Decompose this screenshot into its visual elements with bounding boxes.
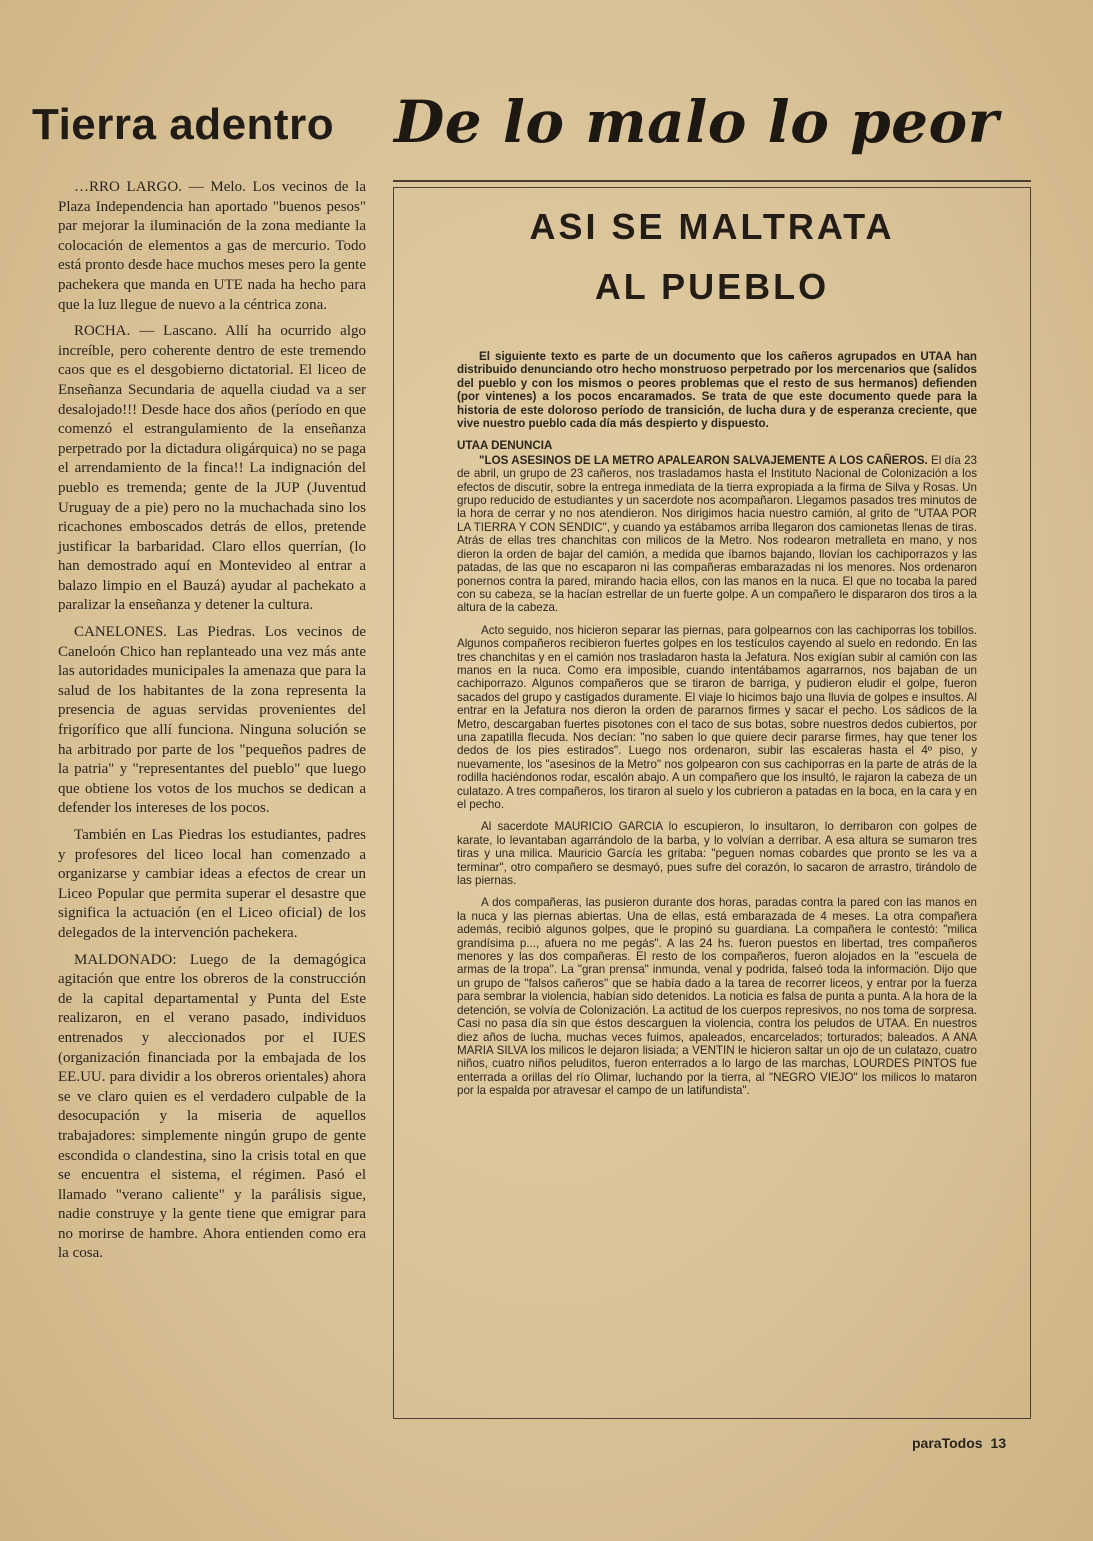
magazine-name: paraTodos — [912, 1435, 983, 1451]
paragraph-las-piedras: También en Las Piedras los estudiantes, padres y profesores del liceo local han comenzado a organizarse y cambiar ideas a efectos de crear un Liceo Popular que permita superar el desastre que significa la actuación (en el Liceo oficial) de los delegados de la intervención pachekera. — [58, 827, 366, 941]
box-top-rule — [393, 180, 1031, 182]
paragraph-maldonado — [58, 951, 366, 1265]
paragraph-rocha — [58, 322, 366, 616]
denuncia-lead: "LOS ASESINOS DE LA METRO APALEARON SALVAJEMENTE A LOS CAÑEROS. — [479, 453, 928, 467]
section-title: Tierra adentro — [32, 100, 335, 149]
box-title-line2: AL PUEBLO — [594, 266, 830, 307]
paragraph-text: El día 23 de abril, un grupo de 23 cañeros, nos trasladamos hasta el Instituto Nacional de Colonización a los efectos de discutir, sobre la entrega inmediata de la tierra expropiada a la firma de Silva y Rosas. Un grupo reducido de estudiantes y un sacerdote nos acompañaron. Llegamos pasados tres minutos de la hora de cerrar y no nos atendieron. Nos dirigimos hacia nuestro camión, al grito de "UTAA POR LA TIERRA Y CON SENDIC", y cuando ya estábamos arriba llegaron dos camionetas llenas de tiras. Atrás de ellas tres chanchitas con milicos de la Metro. Nos rodearon metralleta en mano, y nos dieron la orden de bajar del camión, a medida que íbamos bajando, llovían los cachiporrazos y las patadas, de las que no escaparon ni las compañeras embarazadas ni los menores. Nos ordenaron ponernos contra la pared, mirando hacia ellos, con las manos en la nuca. El que no tocaba la pared con su cabeza, se la hacían estrellar de un fuerte golpe. A un compañero le dispararon dos tiros a la altura de la cabeza. — [457, 453, 977, 615]
box-paragraph-3: Al sacerdote MAURICIO GARCIA lo escupieron, lo insultaron, lo derribaron con golpes de karate, lo levantaban agarrándolo de la barba, y lo volvían a derribar. A esa altura se sumaron tres tiras y una milica. Mauricio García les gritaba: "peguen nomas cobardes que pronto se les va a terminar", otro compañero se desmayó, pues sufre del corazón, lo sacaron de arrastro, tirándolo de las piernas. — [457, 820, 977, 888]
page-footer — [912, 1435, 1006, 1451]
box-intro: El siguiente texto es parte de un documento que los cañeros agrupados en UTAA han distribuido denunciando otro hecho monstruoso perpetrado por los mercenarios que (salidos del pueblo y con los mismos o peores problemas que el resto de sus hermanos) defienden (por vintenes) a los pocos encaramados. Se trata de que este documento quede para la historia de este doloroso período de transición, de lucha dura y de esperanza creciente, que vive nuestro pueblo cada día más despierto y dispuesto. — [457, 350, 977, 431]
paragraph-lead: CANELONES. — [74, 624, 167, 641]
paragraph-canelones — [58, 623, 366, 819]
box-paragraph-2: Acto seguido, nos hicieron separar las piernas, para golpearnos con las cachiporras los tobillos. Algunos compañeros recibieron fuertes golpes en los testículos cayendo al suelo en redondo. En las tres chanchitas y en el camión nos trasladaron hasta la Jefatura. Nos exigían subir al camión con las manos en la nuca. Como era imposible, cuando intentábamos agarrarnos, nos bajaban de un cachiporrazo. Algunos compañeros que se tiraron de barriga, y pudieron eludir el golpe, fueron sacados del grupo y castigados duramente. El viaje lo hicimos bajo una lluvia de golpes e insultos. Al entrar en la Jefatura nos dieron la orden de pararnos firmes y sacar el pecho. Los sádicos de la Metro, descargaban fuertes pisotones con el taco de sus botas, sobre nuestros dedos cubiertos, por una zapatilla flecuda. Nos decían: "no saben lo que quiere decir pararse firmes, hay que tener los dedos de los pies estirados". Luego nos ordenaron, subir las escaleras hasta el 4º piso, y nuevamente, los "asesinos de la Metro" nos golpearon con sus cachiporras en la parte de atrás de la rodilla haciéndonos rodar, escalón abajo. A un compañero que los insultó, le rajaron la cabeza de un culatazo. A tres compañeros, los tiraron al suelo y los cubrieron a patadas en la boca, en la cara y en el pecho. — [457, 623, 977, 811]
paragraph-text: Luego de la demagógica agitación que entre los obreros de la construcción de la capital departamental y Punta del Este realizaron, en el verano pasado, individuos entrenados y aleccionados por el IUES (organización financiada por la embajada de los EE.UU. para dividir a los obreros orientales) ahora se ve claro quien es el verdadero culpable de la desocupación y la miseria de aquellos trabajadores: simplemente ningún grupo de gente escondida o clandestina, sino la crisis total en que se encuentra el sistema, el régimen. Pasó el llamado "verano caliente" y la parálisis sigue, nadie construye y la gente tiene que emigrar para no morirse de hambre. Ahora entienden como era la cosa. — [58, 951, 366, 1262]
box-paragraph-4: A dos compañeras, las pusieron durante dos horas, paradas contra la pared con las manos en la nuca y las piernas abiertas. Una de ellas, está embarazada de 4 meses. La otra compañera además, recibió algunos golpes, que le propinó su guardiana. La compañera le contestó: "milica grandísima p..., afuera no me pegás". A las 24 hs. fueron puestos en libertad, tres compañeros menores y las dos compañeras. El resto de los compañeros, fueron alojados en la "escuela de armas de la tropa". La "gran prensa" inmunda, venal y podrida, falseó toda la información. Dijo que un grupo de "falsos cañeros" que se había dado a la tarea de recorrer liceos, y entrar por la fuerza para sembrar la violencia, habían sido detenidos. La noticia es falsa de punta a punta. A la hora de la detención, se volvía de Colonización. La actitud de los cuerpos represivos, no nos toma de sorpresa. Casi no pasa día sin que éstos descarguen la violencia, contra los peludos de UTAA. En nuestros diez años de lucha, muchas veces fuimos, apaleados, encarcelados; torturados; baleados. A ANA MARIA SILVA los milicos le dejaron lisiada; a VENTIN le hicieron saltar un ojo de un culatazo, cuatro niños, cuatro niños peluditos, fueron enterrados a lo largo de las marchas, LOURDES PINTOS fue enterrada a orillas del río Olimar, luchando por la tierra, al "NEGRO VIEJO" los milicos lo mataron por la espalda por atravesar el campo de un latifundista". — [457, 896, 977, 1098]
denuncia-heading: UTAA DENUNCIA — [457, 439, 553, 453]
paragraph-lead: MALDONADO: — [74, 951, 177, 968]
paragraph-lead: ROCHA. — — [74, 323, 155, 340]
page-title: De lo malo lo peor — [394, 88, 999, 156]
left-column — [58, 178, 366, 1271]
paragraph-text: Lascano. Allí ha ocurrido algo increíble, pero coherente dentro de este tremendo caos que es el desgobierno dictatorial. El liceo de Enseñanza Secundaria de aquella ciudad va a ser desalojado!!! Desde hace dos años (período en que comenzó el estrangulamiento de la enseñanza perpetrado por la dictadura oligárquica) no se paga el arrendamiento de la finca!! La indignación del pueblo es tremenda; gente de la JUP (Juventud Uruguay de a pie) pero no la muchachada sino los ricachones emboscados detrás de ellos, pretende justificar la barbaridad. Claro ellos querrían, (lo han demostrado aquí en Montevideo al entrar a balazo limpio en el Bauzá) ayudar al pachekato a paralizar la enseñanza y detener la cultura. — [58, 323, 367, 614]
paragraph-lead: …RRO LARGO. — — [74, 179, 204, 195]
article-box — [393, 187, 1031, 1419]
box-paragraph-1 — [457, 454, 977, 615]
page-number: 13 — [990, 1435, 1007, 1451]
paragraph-text: Melo. Los vecinos de la Plaza Independencia han aportado "buenos pesos" par mejorar la iluminación de la zona mediante la colocación de elementos a gas de mercurio. Todo está pronto desde hace muchos meses pero la gente pachekera que manda en UTE nada ha hecho para que la luz llegue de nuevo a la céntrica zona. — [58, 179, 367, 313]
paragraph-cerro-largo — [58, 178, 366, 315]
box-body — [457, 350, 977, 1107]
box-title-line1: ASI SE MALTRATA — [529, 206, 895, 247]
paragraph-text: Las Piedras. Los vecinos de Caneloón Chico han replanteado una vez más ante las autoridades municipales la amenaza que para la salud de los habitantes de la zona representa la presencia de aguas servidas provenientes del frigorífico que allí funciona. Ninguna solución se ha arbitrado por parte de los "pequeños padres de la patria" y "representantes del pueblo" que luego que obtiene los votos de los muchos se dedican a defender los intereses de los pocos. — [58, 624, 366, 817]
